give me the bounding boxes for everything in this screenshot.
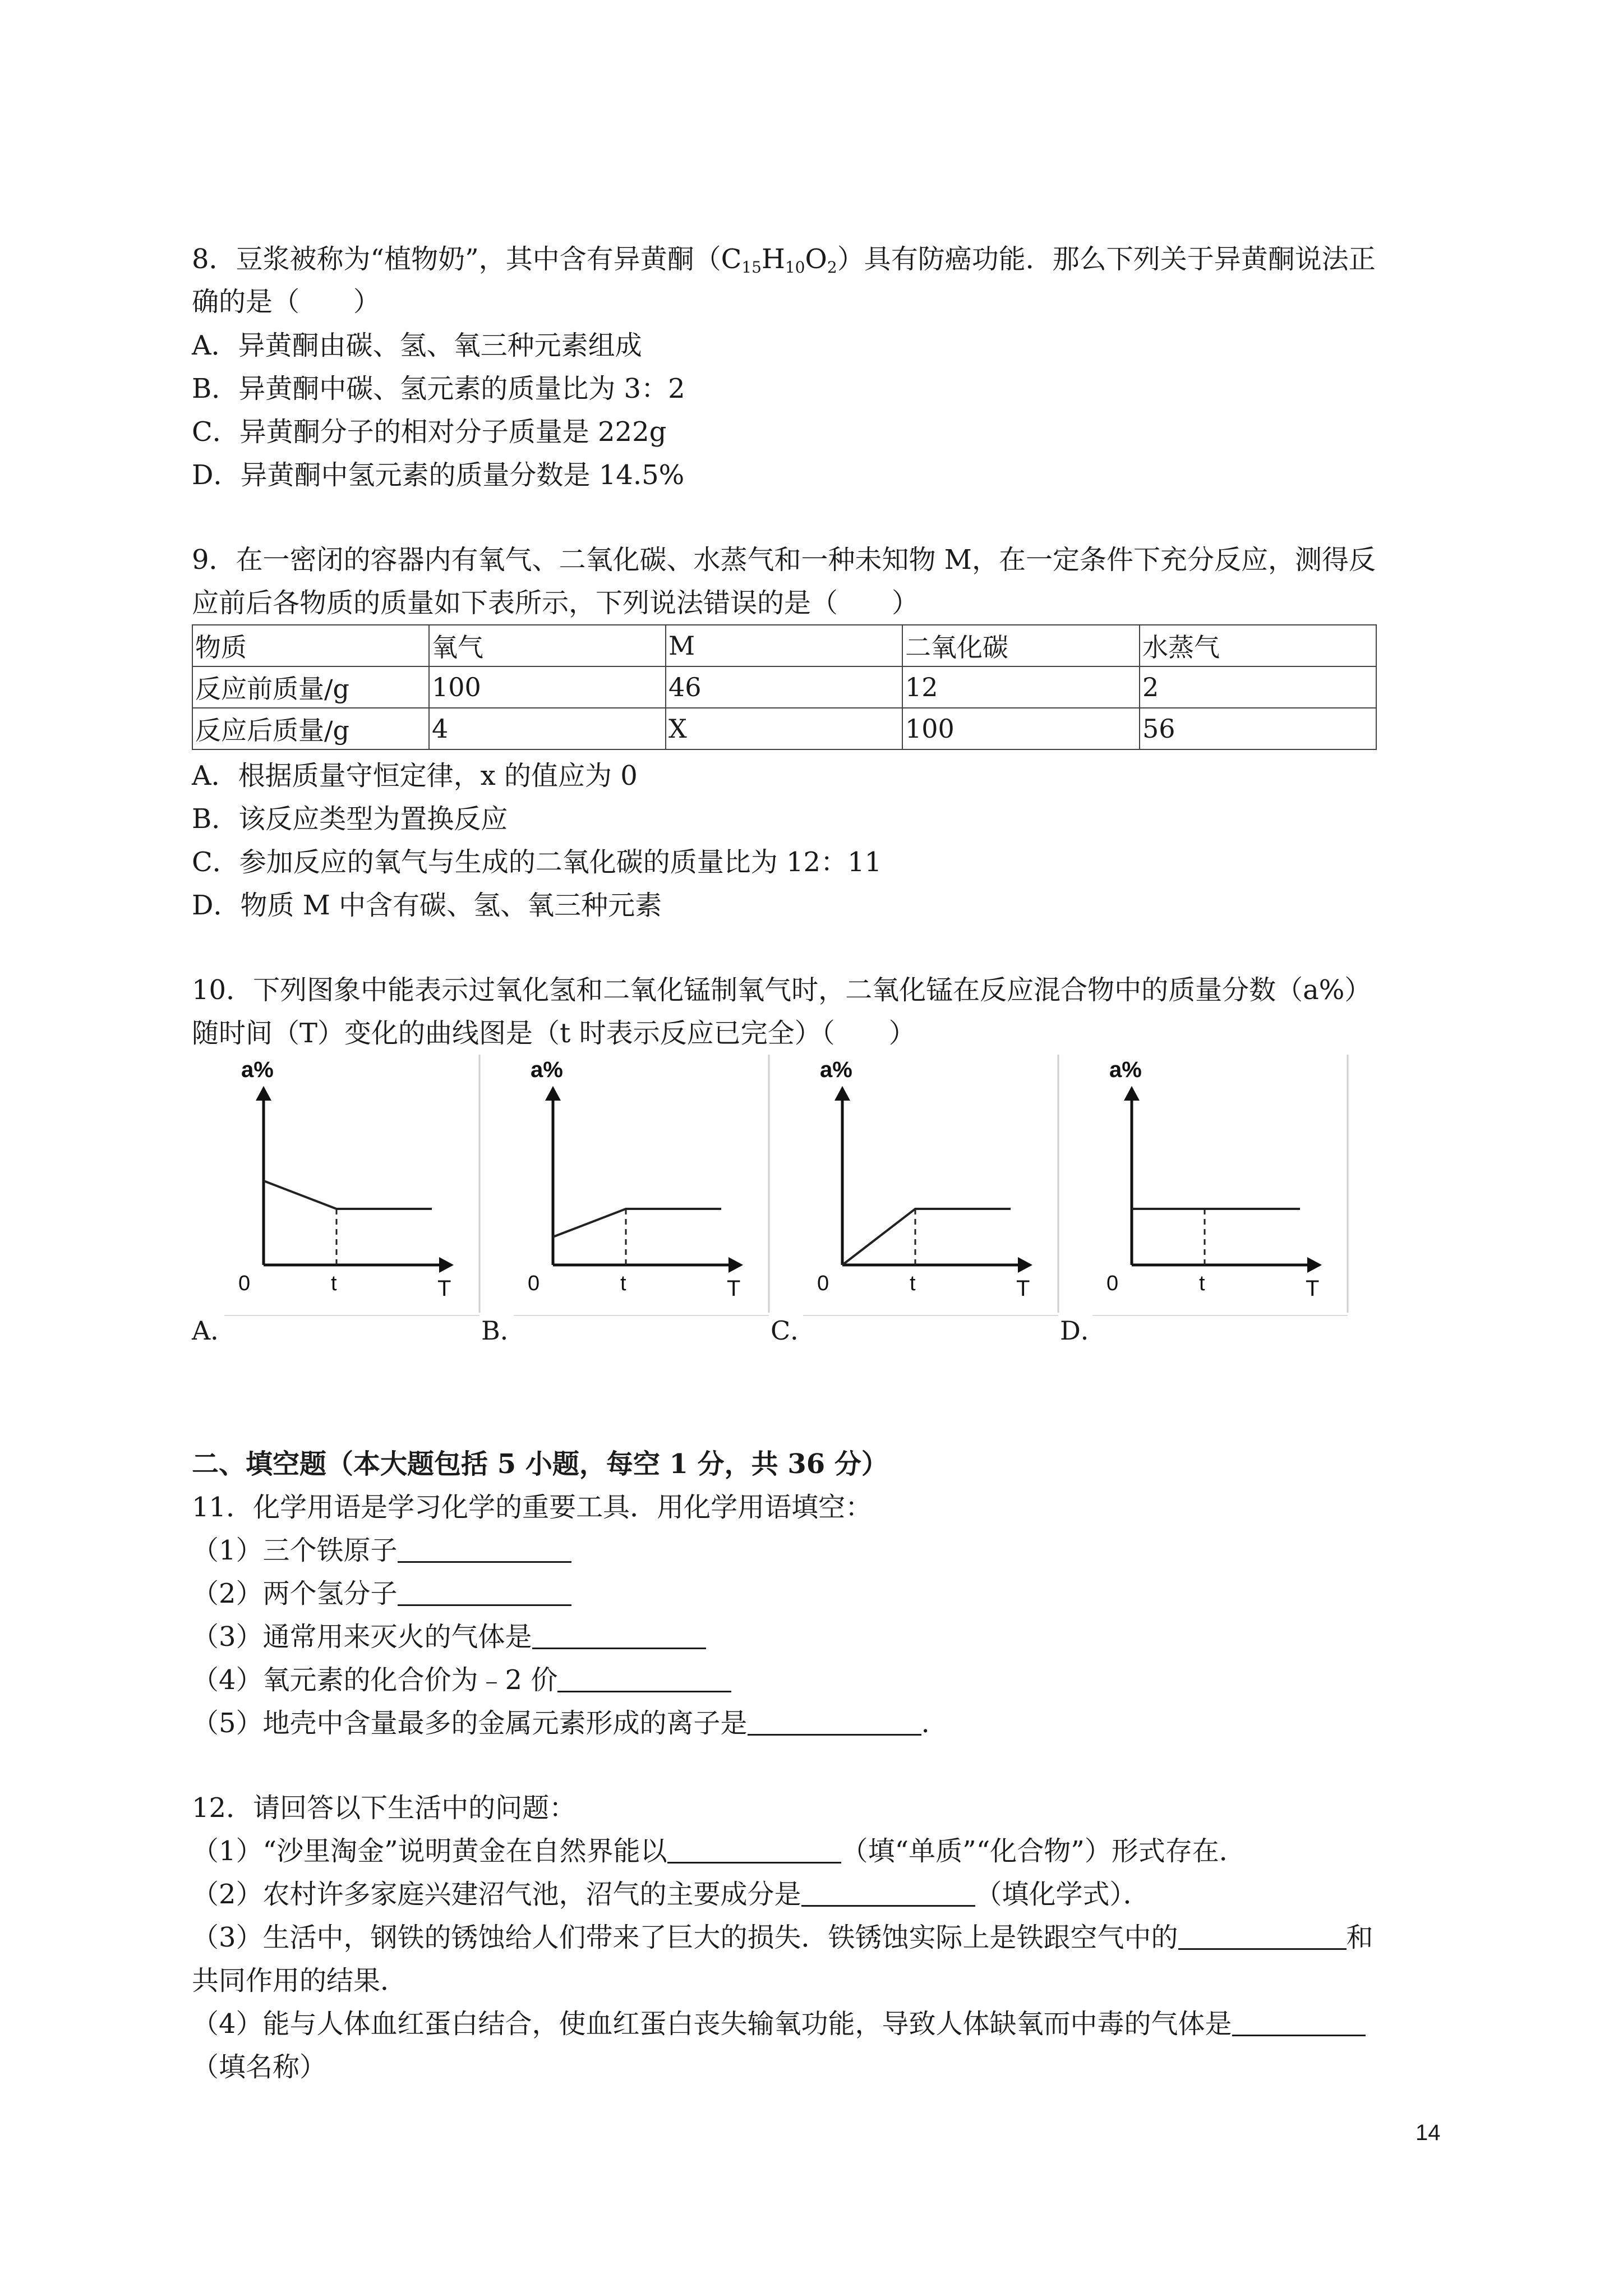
q11-item-3: （3）通常用来灭火的气体是: [192, 1620, 706, 1654]
q12-item-1: （1）“沙里淘金”说明黄金在自然界能以 （填“单质”“化合物”）形式存在．: [192, 1835, 1246, 1867]
q12-item-2: （2）农村许多家庭兴建沼气池，沼气的主要成分是 （填化学式）．: [192, 1879, 1150, 1910]
table-cell: 12: [902, 666, 1140, 708]
q10-option-a-label: A．: [192, 1315, 237, 1346]
q12-stem: 12．请回答以下生活中的问题：: [192, 1792, 577, 1824]
origin-label: 0: [238, 1272, 251, 1295]
x-axis-label: T: [727, 1276, 741, 1301]
q9-option-d: D．物质 M 中含有碳、氢、氧三种元素: [192, 890, 662, 921]
table-cell: 物质: [192, 625, 429, 666]
q9-option-c: C．参加反应的氧气与生成的二氧化碳的质量比为 12：11: [192, 846, 882, 878]
q11-stem: 11．化学用语是学习化学的重要工具．用化学用语填空：: [192, 1492, 873, 1523]
table-cell: 二氧化碳: [902, 625, 1140, 666]
q10-graph-d: [1092, 1055, 1356, 1324]
q9-table: [192, 624, 1377, 750]
q11-item-1: （1）三个铁原子: [192, 1534, 571, 1567]
answer-blank[interactable]: [1232, 2010, 1366, 2036]
q12-item-4-cont: （填名称）: [192, 2051, 327, 2083]
q9-option-b: B．该反应类型为置换反应: [192, 803, 508, 835]
t-label: t: [1199, 1272, 1205, 1295]
q10-graph-c: [803, 1055, 1067, 1324]
q10-graph-b: [514, 1055, 777, 1324]
table-cell: 56: [1140, 708, 1376, 749]
curve-line: [553, 1209, 721, 1237]
y-axis-arrow: [1124, 1086, 1140, 1101]
q9-stem-line2: 应前后各物质的质量如下表所示，下列说法错误的是（ ）: [192, 587, 919, 619]
t-label: t: [331, 1272, 337, 1295]
q8-option-b: B．异黄酮中碳、氢元素的质量比为 3：2: [192, 373, 685, 404]
table-cell: 4: [429, 708, 666, 749]
q11-item-2: （2）两个氢分子: [192, 1577, 571, 1611]
y-axis-arrow: [256, 1086, 271, 1101]
section-heading: 二、填空题（本大题包括 5 小题，每空 1 分，共 36 分）: [192, 1448, 888, 1480]
origin-label: 0: [528, 1272, 540, 1295]
table-cell: 100: [429, 666, 666, 708]
x-axis-label: T: [1016, 1276, 1030, 1301]
answer-blank[interactable]: [667, 1837, 841, 1864]
x-axis-arrow: [728, 1257, 743, 1273]
q8-stem-line2: 确的是（ ）: [192, 286, 381, 318]
curve-line: [264, 1181, 432, 1209]
answer-blank[interactable]: [1178, 1924, 1347, 1950]
table-cell: 2: [1140, 666, 1376, 708]
y-axis-label: a%: [1109, 1057, 1142, 1082]
table-cell: 水蒸气: [1140, 625, 1376, 666]
q10-option-c-label: C．: [771, 1315, 817, 1346]
table-cell: 反应后质量/g: [192, 708, 429, 749]
answer-blank[interactable]: [801, 1880, 975, 1907]
y-axis-label: a%: [820, 1057, 852, 1082]
x-axis-arrow: [439, 1257, 454, 1273]
q12-item-4: （4）能与人体血红蛋白结合，使血红蛋白丧失输氧功能，导致人体缺氧而中毒的气体是: [192, 2007, 1366, 2041]
table-cell: 100: [902, 708, 1140, 749]
answer-blank[interactable]: [398, 1536, 571, 1563]
q8-stem-line1: 8．豆浆被称为“植物奶”，其中含有异黄酮$(C_{15}H_{10}O_2)$具有防癌功能．那么下列关于异黄酮说法正: [192, 243, 1376, 277]
answer-blank[interactable]: [532, 1623, 706, 1649]
q9-stem-line1: 9．在一密闭的容器内有氧气、二氧化碳、水蒸气和一种未知物 M，在一定条件下充分反应，测得反: [192, 544, 1376, 576]
q10-graph-a: [224, 1055, 488, 1324]
curve-line: [842, 1209, 1011, 1265]
t-label: t: [620, 1272, 626, 1295]
answer-blank[interactable]: [398, 1580, 571, 1606]
table-row: [192, 708, 1376, 749]
origin-label: 0: [1106, 1272, 1119, 1295]
q10-stem-line2: 随时间（T）变化的曲线图是（t 时表示反应已完全）（ ）: [192, 1018, 916, 1049]
q8-option-a: A．异黄酮由碳、氢、氧三种元素组成: [192, 330, 642, 361]
q12-item-3-cont: 共同作用的结果．: [192, 1965, 408, 1996]
x-axis-arrow: [1307, 1257, 1322, 1273]
q8-option-d: D．异黄酮中氢元素的质量分数是 14.5%: [192, 459, 685, 491]
origin-label: 0: [817, 1272, 829, 1295]
t-label: t: [910, 1272, 916, 1295]
y-axis-arrow: [834, 1086, 850, 1101]
x-axis-arrow: [1018, 1257, 1032, 1273]
table-cell: 反应前质量/g: [192, 666, 429, 708]
table-row: [192, 666, 1376, 708]
q10-option-b-label: B．: [481, 1315, 526, 1346]
answer-blank[interactable]: [748, 1709, 921, 1736]
q11-item-4: （4）氧元素的化合价为﹣2 价: [192, 1663, 731, 1697]
page-number: 14: [1415, 2120, 1441, 2145]
x-axis-label: T: [1306, 1276, 1320, 1301]
q10-option-d-label: D．: [1060, 1315, 1106, 1346]
table-cell: M: [666, 625, 902, 666]
x-axis-label: T: [437, 1276, 451, 1301]
q9-option-a: A．根据质量守恒定律，x 的值应为 0: [192, 760, 638, 792]
q12-item-3: （3）生活中，钢铁的锈蚀给人们带来了巨大的损失．铁锈蚀实际上是铁跟空气中的 和: [192, 1922, 1373, 1953]
table-cell: 氧气: [429, 625, 666, 666]
table-cell: X: [666, 708, 902, 749]
table-row: [192, 625, 1376, 666]
y-axis-arrow: [545, 1086, 561, 1101]
y-axis-label: a%: [531, 1057, 563, 1082]
q11-item-5: （5）地壳中含量最多的金属元素形成的离子是 .: [192, 1708, 930, 1739]
y-axis-label: a%: [241, 1057, 274, 1082]
q8-option-c: C．异黄酮分子的相对分子质量是 222g: [192, 416, 667, 448]
answer-blank[interactable]: [557, 1666, 731, 1692]
q10-stem-line1: 10．下列图象中能表示过氧化氢和二氧化锰制氧气时，二氧化锰在反应混合物中的质量分数（a%）: [192, 974, 1372, 1006]
table-cell: 46: [666, 666, 902, 708]
